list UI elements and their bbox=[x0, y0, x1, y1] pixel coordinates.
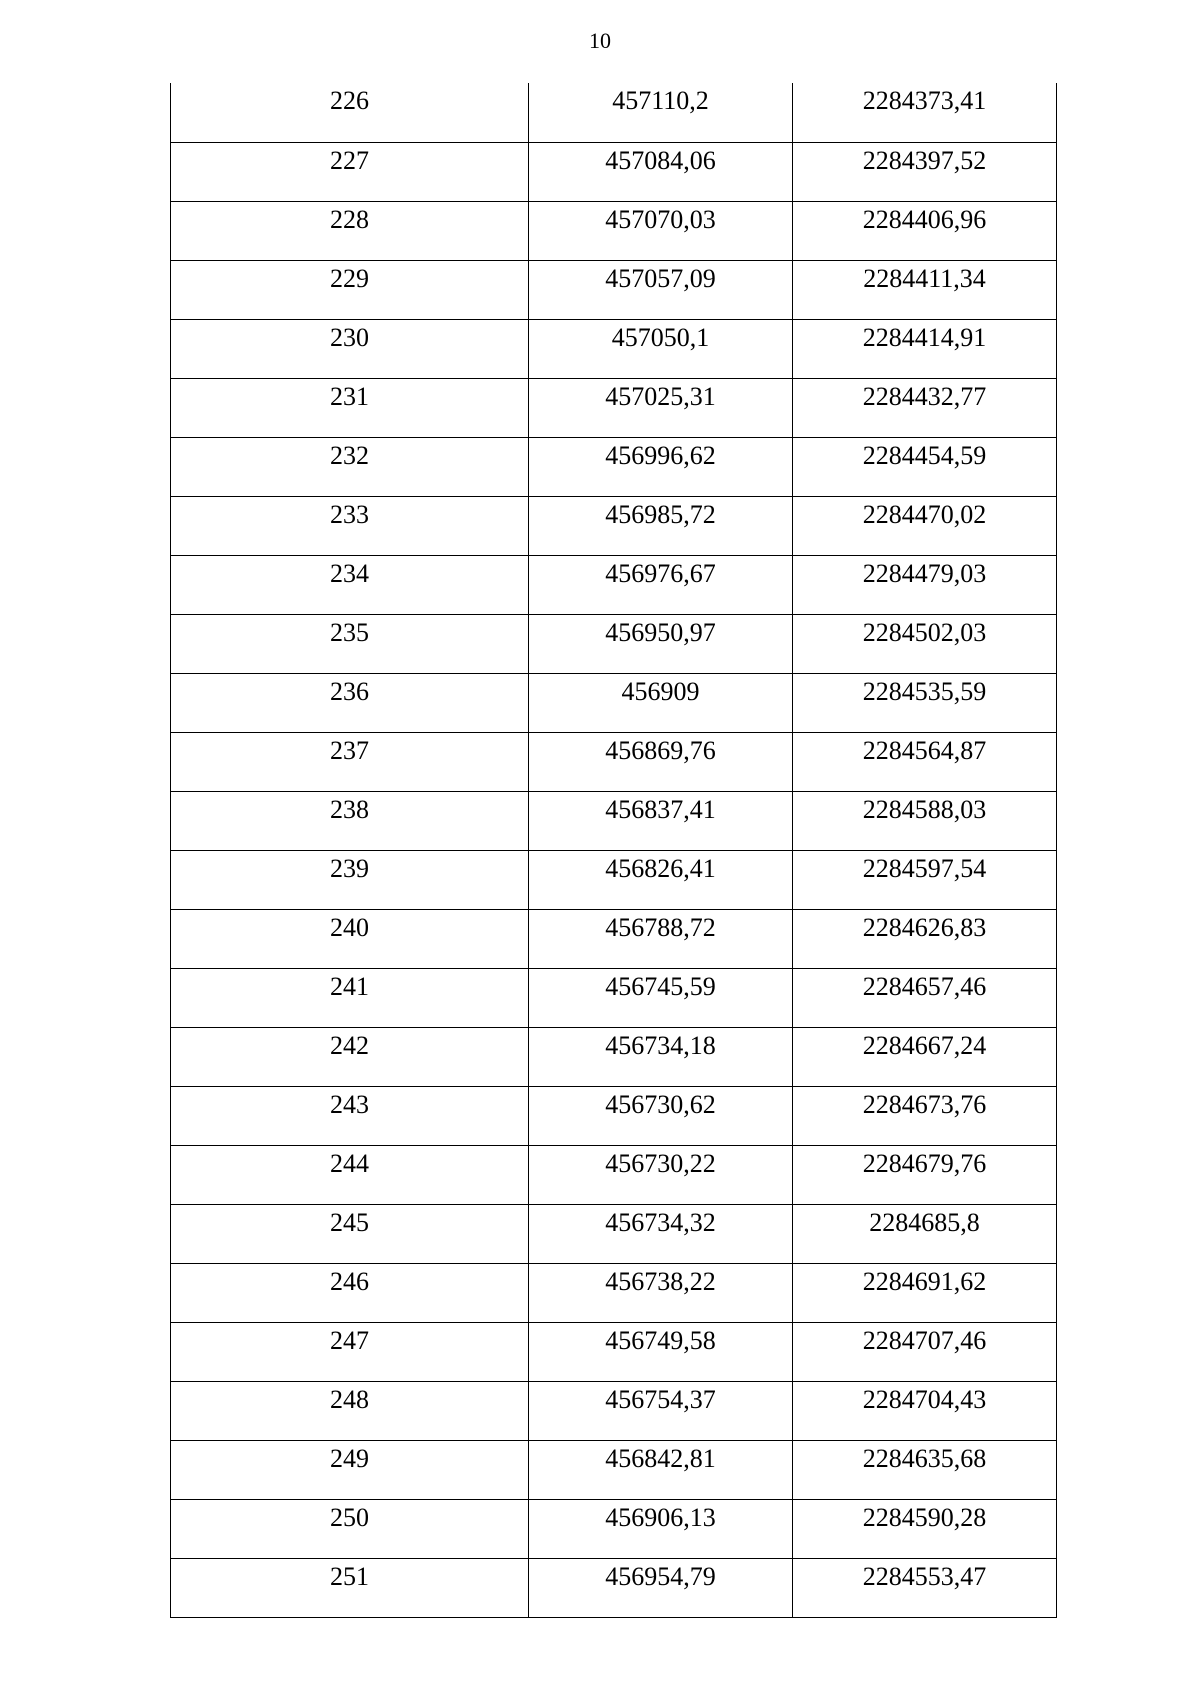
x-coordinate-cell: 456996,62 bbox=[529, 437, 793, 496]
x-coordinate-cell: 457025,31 bbox=[529, 378, 793, 437]
x-coordinate-cell: 457057,09 bbox=[529, 260, 793, 319]
y-coordinate-cell: 2284673,76 bbox=[793, 1086, 1057, 1145]
table-row bbox=[171, 1322, 1057, 1381]
x-coordinate-cell: 456950,97 bbox=[529, 614, 793, 673]
table-row bbox=[171, 260, 1057, 319]
x-coordinate-cell: 456730,22 bbox=[529, 1145, 793, 1204]
y-coordinate-cell: 2284635,68 bbox=[793, 1440, 1057, 1499]
x-coordinate-cell: 456976,67 bbox=[529, 555, 793, 614]
table-row bbox=[171, 673, 1057, 732]
point-number-cell: 230 bbox=[171, 319, 529, 378]
y-coordinate-cell: 2284373,41 bbox=[793, 83, 1057, 142]
y-coordinate-cell: 2284502,03 bbox=[793, 614, 1057, 673]
point-number-cell: 237 bbox=[171, 732, 529, 791]
point-number-cell: 228 bbox=[171, 201, 529, 260]
point-number-cell: 232 bbox=[171, 437, 529, 496]
x-coordinate-cell: 456730,62 bbox=[529, 1086, 793, 1145]
x-coordinate-cell: 456734,18 bbox=[529, 1027, 793, 1086]
table-row bbox=[171, 555, 1057, 614]
y-coordinate-cell: 2284707,46 bbox=[793, 1322, 1057, 1381]
y-coordinate-cell: 2284667,24 bbox=[793, 1027, 1057, 1086]
point-number-cell: 251 bbox=[171, 1558, 529, 1617]
point-number-cell: 239 bbox=[171, 850, 529, 909]
x-coordinate-cell: 456869,76 bbox=[529, 732, 793, 791]
table-row bbox=[171, 614, 1057, 673]
x-coordinate-cell: 456754,37 bbox=[529, 1381, 793, 1440]
point-number-cell: 238 bbox=[171, 791, 529, 850]
table-row bbox=[171, 201, 1057, 260]
table-row bbox=[171, 968, 1057, 1027]
y-coordinate-cell: 2284691,62 bbox=[793, 1263, 1057, 1322]
point-number-cell: 242 bbox=[171, 1027, 529, 1086]
x-coordinate-cell: 456749,58 bbox=[529, 1322, 793, 1381]
x-coordinate-cell: 457110,2 bbox=[529, 83, 793, 142]
table-row bbox=[171, 850, 1057, 909]
y-coordinate-cell: 2284590,28 bbox=[793, 1499, 1057, 1558]
x-coordinate-cell: 456954,79 bbox=[529, 1558, 793, 1617]
x-coordinate-cell: 456738,22 bbox=[529, 1263, 793, 1322]
point-number-cell: 227 bbox=[171, 142, 529, 201]
y-coordinate-cell: 2284685,8 bbox=[793, 1204, 1057, 1263]
y-coordinate-cell: 2284535,59 bbox=[793, 673, 1057, 732]
y-coordinate-cell: 2284704,43 bbox=[793, 1381, 1057, 1440]
y-coordinate-cell: 2284597,54 bbox=[793, 850, 1057, 909]
table-row bbox=[171, 1381, 1057, 1440]
point-number-cell: 234 bbox=[171, 555, 529, 614]
x-coordinate-cell: 456985,72 bbox=[529, 496, 793, 555]
y-coordinate-cell: 2284657,46 bbox=[793, 968, 1057, 1027]
x-coordinate-cell: 456837,41 bbox=[529, 791, 793, 850]
point-number-cell: 250 bbox=[171, 1499, 529, 1558]
table-row bbox=[171, 1086, 1057, 1145]
coordinates-table bbox=[170, 83, 1057, 1618]
coordinates-table-body bbox=[171, 83, 1057, 1617]
table-row bbox=[171, 1440, 1057, 1499]
point-number-cell: 248 bbox=[171, 1381, 529, 1440]
page-number: 10 bbox=[589, 28, 611, 53]
x-coordinate-cell: 456826,41 bbox=[529, 850, 793, 909]
table-row bbox=[171, 378, 1057, 437]
table-row bbox=[171, 1145, 1057, 1204]
table-row bbox=[171, 1499, 1057, 1558]
y-coordinate-cell: 2284406,96 bbox=[793, 201, 1057, 260]
x-coordinate-cell: 456788,72 bbox=[529, 909, 793, 968]
x-coordinate-cell: 457050,1 bbox=[529, 319, 793, 378]
point-number-cell: 241 bbox=[171, 968, 529, 1027]
table-row bbox=[171, 496, 1057, 555]
x-coordinate-cell: 456734,32 bbox=[529, 1204, 793, 1263]
x-coordinate-cell: 457084,06 bbox=[529, 142, 793, 201]
point-number-cell: 236 bbox=[171, 673, 529, 732]
y-coordinate-cell: 2284626,83 bbox=[793, 909, 1057, 968]
y-coordinate-cell: 2284454,59 bbox=[793, 437, 1057, 496]
table-row bbox=[171, 1204, 1057, 1263]
y-coordinate-cell: 2284411,34 bbox=[793, 260, 1057, 319]
point-number-cell: 233 bbox=[171, 496, 529, 555]
y-coordinate-cell: 2284479,03 bbox=[793, 555, 1057, 614]
x-coordinate-cell: 456906,13 bbox=[529, 1499, 793, 1558]
table-row bbox=[171, 319, 1057, 378]
point-number-cell: 245 bbox=[171, 1204, 529, 1263]
point-number-cell: 243 bbox=[171, 1086, 529, 1145]
x-coordinate-cell: 457070,03 bbox=[529, 201, 793, 260]
table-row bbox=[171, 1027, 1057, 1086]
point-number-cell: 240 bbox=[171, 909, 529, 968]
table-row bbox=[171, 83, 1057, 142]
y-coordinate-cell: 2284588,03 bbox=[793, 791, 1057, 850]
y-coordinate-cell: 2284432,77 bbox=[793, 378, 1057, 437]
table-row bbox=[171, 732, 1057, 791]
table-row bbox=[171, 791, 1057, 850]
y-coordinate-cell: 2284679,76 bbox=[793, 1145, 1057, 1204]
y-coordinate-cell: 2284397,52 bbox=[793, 142, 1057, 201]
point-number-cell: 249 bbox=[171, 1440, 529, 1499]
point-number-cell: 247 bbox=[171, 1322, 529, 1381]
table-row bbox=[171, 1558, 1057, 1617]
y-coordinate-cell: 2284553,47 bbox=[793, 1558, 1057, 1617]
point-number-cell: 244 bbox=[171, 1145, 529, 1204]
y-coordinate-cell: 2284470,02 bbox=[793, 496, 1057, 555]
point-number-cell: 229 bbox=[171, 260, 529, 319]
y-coordinate-cell: 2284414,91 bbox=[793, 319, 1057, 378]
x-coordinate-cell: 456745,59 bbox=[529, 968, 793, 1027]
table-row bbox=[171, 909, 1057, 968]
point-number-cell: 226 bbox=[171, 83, 529, 142]
point-number-cell: 231 bbox=[171, 378, 529, 437]
point-number-cell: 246 bbox=[171, 1263, 529, 1322]
point-number-cell: 235 bbox=[171, 614, 529, 673]
x-coordinate-cell: 456842,81 bbox=[529, 1440, 793, 1499]
table-row bbox=[171, 1263, 1057, 1322]
y-coordinate-cell: 2284564,87 bbox=[793, 732, 1057, 791]
table-row bbox=[171, 142, 1057, 201]
table-row bbox=[171, 437, 1057, 496]
x-coordinate-cell: 456909 bbox=[529, 673, 793, 732]
